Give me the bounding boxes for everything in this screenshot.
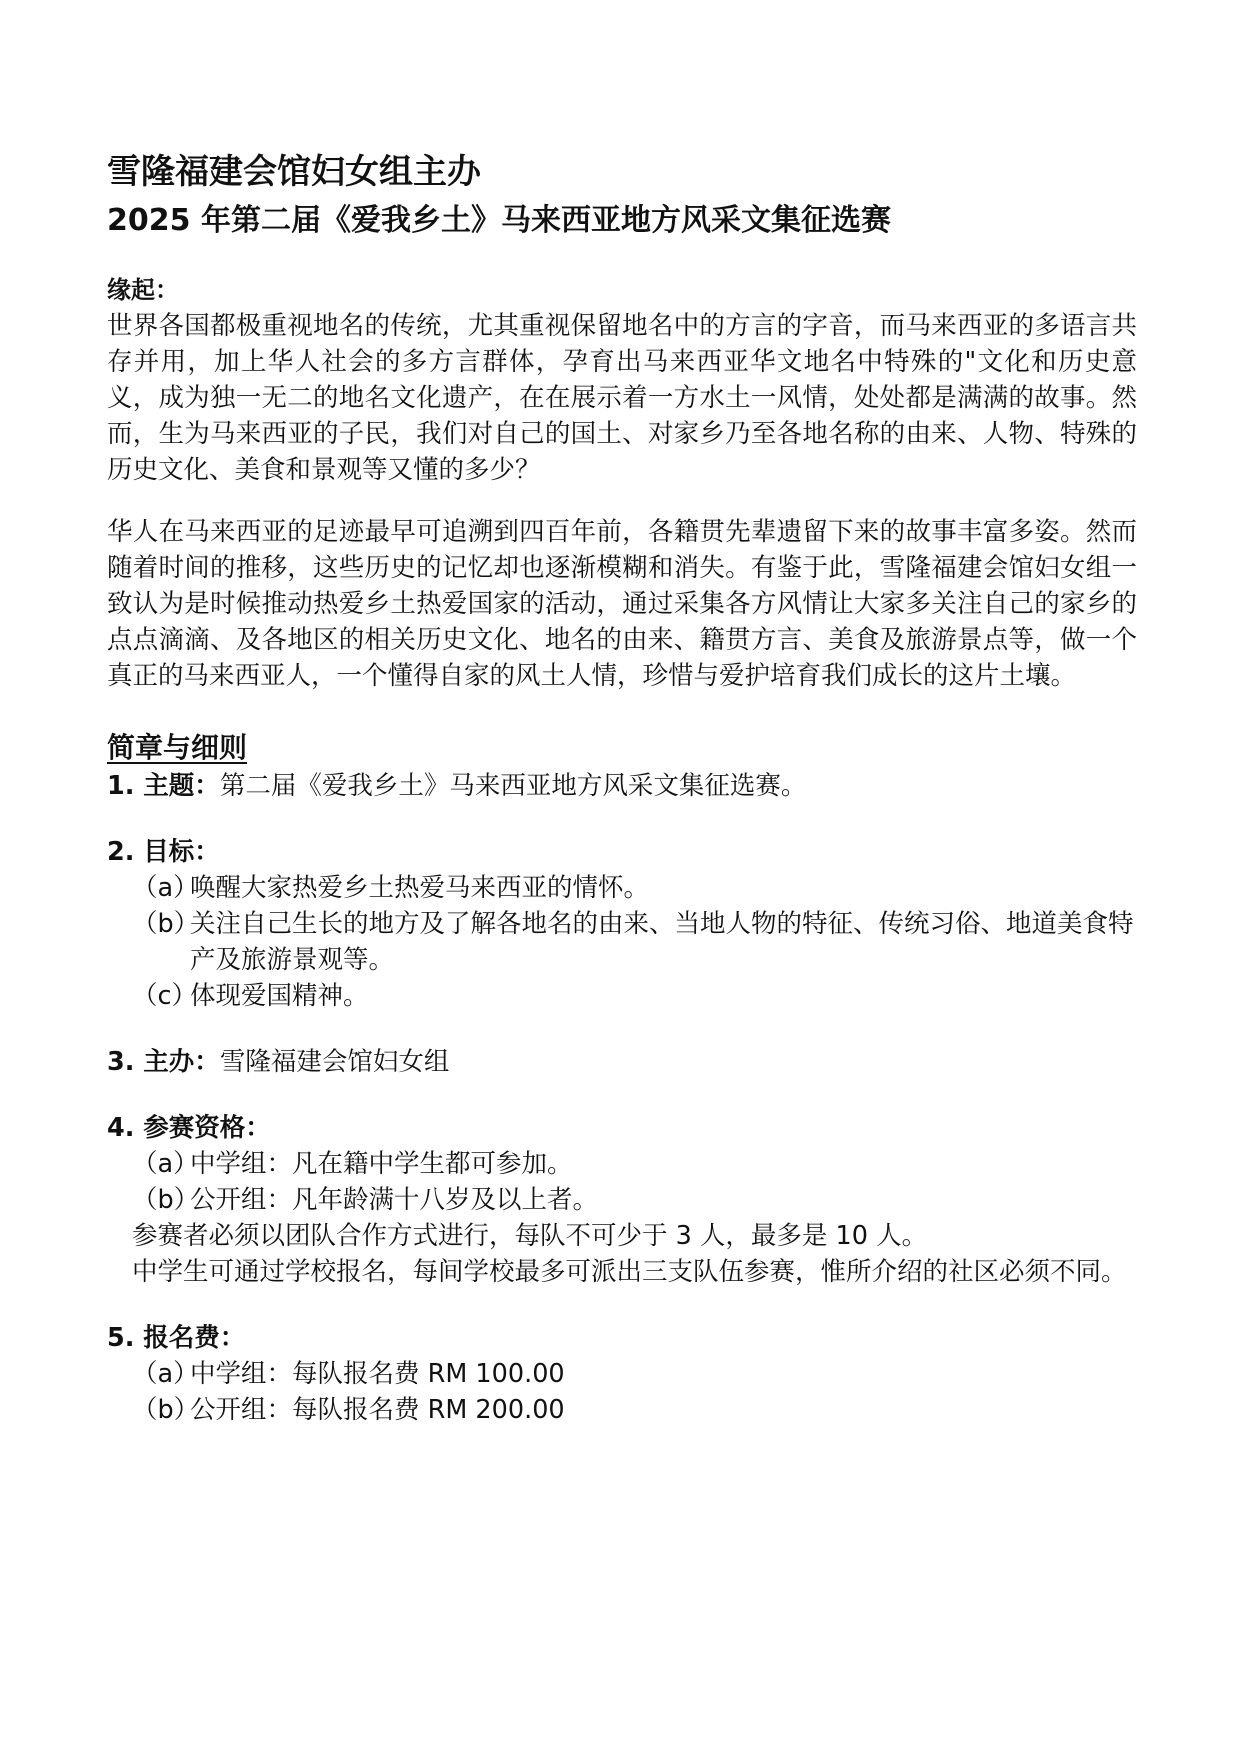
- goal-item: [132, 870, 1137, 906]
- document-body: [107, 272, 1137, 1428]
- rule-eligibility: [107, 1110, 1137, 1146]
- fee-item: [132, 1356, 1137, 1392]
- fee-marker: （b）: [132, 1395, 200, 1425]
- eligibility-list: [107, 1146, 1137, 1218]
- goal-item: [132, 978, 1137, 1014]
- rule-goals-label: 2. 目标：: [107, 837, 220, 867]
- rule-fee-label: 5. 报名费：: [107, 1323, 246, 1353]
- fee-text: 公开组：每队报名费 RM 200.00: [190, 1395, 565, 1425]
- goal-marker: （c）: [132, 981, 198, 1011]
- eligibility-marker: （a）: [132, 1149, 199, 1179]
- goal-item: [132, 906, 1137, 978]
- origin-heading: 缘起：: [107, 276, 179, 304]
- eligibility-note-team-size: 参赛者必须以团队合作方式进行，每队不可少于 3 人，最多是 10 人。: [132, 1221, 928, 1251]
- goal-marker: （b）: [132, 909, 200, 939]
- goal-text: 唤醒大家热爱乡土热爱马来西亚的情怀。: [190, 873, 650, 903]
- goal-text: 体现爱国精神。: [190, 981, 369, 1011]
- rules-heading: 简章与细则: [107, 731, 248, 764]
- document-title-organizer: 雪隆福建会馆妇女组主办: [107, 152, 481, 192]
- rule-goals: [107, 834, 1137, 870]
- rule-fee: [107, 1320, 1137, 1356]
- goals-list: [107, 870, 1137, 1014]
- fee-list: [107, 1356, 1137, 1428]
- rule-organizer: [107, 1044, 1137, 1080]
- eligibility-text: 公开组：凡年龄满十八岁及以上者。: [190, 1185, 599, 1215]
- origin-paragraph-2: 华人在马来西亚的足迹最早可追溯到四百年前，各籍贯先辈遗留下来的故事丰富多姿。然而随着时间的推移，这些历史的记忆却也逐渐模糊和消失。有鉴于此，雪隆福建会馆妇女组一致认为是时候推动热爱乡土热爱国家的活动，通过采集各方风情让大家多关注自己的家乡的点点滴滴、及各地区的相关历史文化、地名的由来、籍贯方言、美食及旅游景点等，做一个真正的马来西亚人，一个懂得自家的风土人情，珍惜与爱护培育我们成长的这片土壤。: [107, 517, 1137, 691]
- rule-organizer-text: 雪隆福建会馆妇女组: [219, 1047, 450, 1077]
- rule-organizer-label: 3. 主办：: [107, 1047, 220, 1077]
- rule-theme-text: 第二届《爱我乡土》马来西亚地方风采文集征选赛。: [219, 771, 807, 801]
- eligibility-item: [132, 1182, 1137, 1218]
- rule-theme-label: 1. 主题：: [107, 771, 220, 801]
- rule-eligibility-label: 4. 参赛资格：: [107, 1113, 271, 1143]
- eligibility-text: 中学组：凡在籍中学生都可参加。: [190, 1149, 573, 1179]
- rule-theme: [107, 768, 1137, 804]
- eligibility-marker: （b）: [132, 1185, 200, 1215]
- goal-marker: （a）: [132, 873, 199, 903]
- eligibility-note-school: 中学生可通过学校报名，每间学校最多可派出三支队伍参赛，惟所介绍的社区必须不同。: [132, 1257, 1127, 1287]
- goal-text: 关注自己生长的地方及了解各地名的由来、当地人物的特征、传统习俗、地道美食特产及旅游景观等。: [190, 909, 1134, 975]
- fee-item: [132, 1392, 1137, 1428]
- document-title-competition: 2025 年第二届《爱我乡土》马来西亚地方风采文集征选赛: [107, 203, 891, 238]
- fee-marker: （a）: [132, 1359, 199, 1389]
- origin-paragraph-1: 世界各国都极重视地名的传统，尤其重视保留地名中的方言的字音，而马来西亚的多语言共存并用，加上华人社会的多方言群体，孕育出马来西亚华文地名中特殊的"文化和历史意义，成为独一无二的地名文化遗产，在在展示着一方水土一风情，处处都是满满的故事。然而，生为马来西亚的子民，我们对自己的国土、对家乡乃至各地名称的由来、人物、特殊的历史文化、美食和景观等又懂的多少？: [107, 311, 1137, 485]
- eligibility-item: [132, 1146, 1137, 1182]
- fee-text: 中学组：每队报名费 RM 100.00: [190, 1359, 565, 1389]
